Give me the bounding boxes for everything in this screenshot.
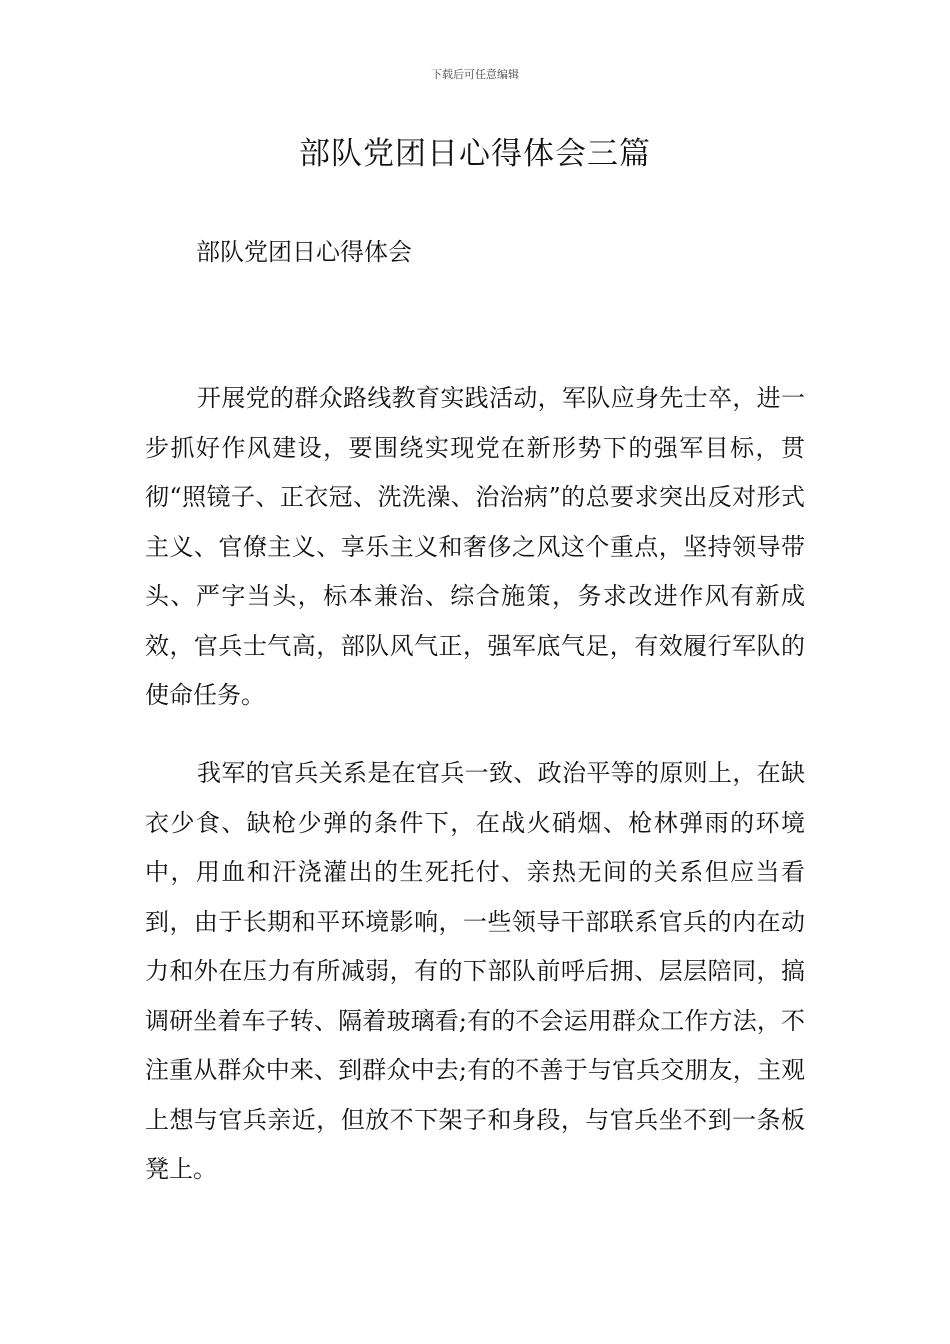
document-title: 部队党团日心得体会三篇: [299, 136, 651, 172]
document-subtitle: 部队党团日心得体会: [196, 238, 412, 266]
body-paragraph: 开展党的群众路线教育实践活动，军队应身先士卒，进一步抓好作风建设，要围绕实现党在新形势下的强军目标，贯彻“照镜子、正衣冠、洗洗澡、治治病”的总要求突出反对形式主义、官僚主义、享乐主义和奢侈之风这个重点，坚持领导带头、严字当头，标本兼治、综合施策，务求改进作风有新成效，官兵士气高，部队风气正，强军底气足，有效履行军队的使命任务。: [145, 384, 805, 709]
header-note: 下载后可任意编辑: [431, 68, 519, 81]
body-paragraph: 我军的官兵关系是在官兵一致、政治平等的原则上，在缺衣少食、缺枪少弹的条件下，在战火硝烟、枪林弹雨的环境中，用血和汗浇灌出的生死托付、亲热无间的关系但应当看到，由于长期和平环境影响，一些领导干部联系官兵的内在动力和外在压力有所减弱，有的下部队前呼后拥、层层陪同，搞调研坐着车子转、隔着玻璃看;有的不会运用群众工作方法，不注重从群众中来、到群众中去;有的不善于与官兵交朋友，主观上想与官兵亲近，但放不下架子和身段，与官兵坐不到一条板凳上。: [145, 759, 805, 1183]
